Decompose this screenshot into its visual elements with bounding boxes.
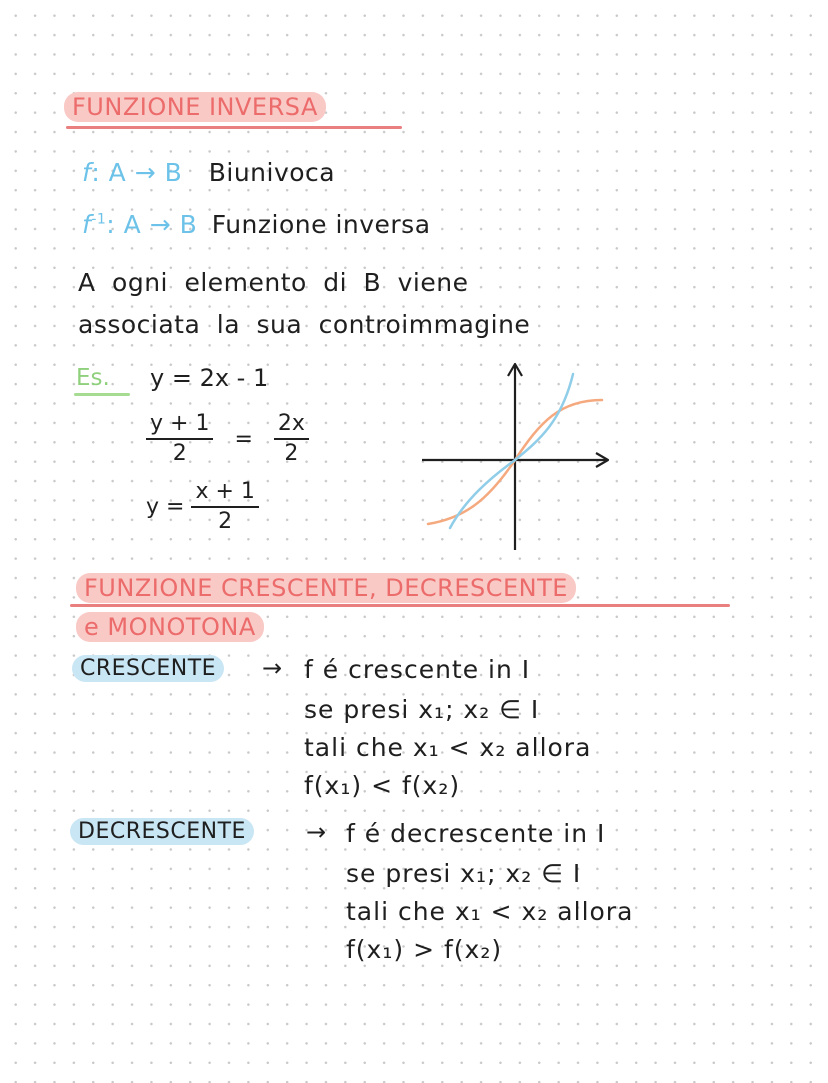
title-underline [66,126,402,129]
crescente-tag: CRESCENTE [72,655,224,682]
decrescente-line-4: f(x₁) > f(x₂) [346,935,503,964]
fraction-right [274,410,309,468]
decrescente-tag: DECRESCENTE [70,818,254,845]
decrescente-arrow: → [306,818,327,846]
example-underline [74,393,130,396]
label-biunivoca: Biunivoca [208,158,336,187]
fraction-result [191,478,258,536]
crescente-arrow: → [262,654,283,682]
function-symbol: f [82,158,92,187]
fraction-result-numerator: x + 1 [191,478,258,508]
crescente-line-2: se presi x₁; x₂ ∈ I [304,695,540,724]
example-equation: y = 2x - 1 [150,364,269,392]
fraction-right-numerator: 2x [274,410,309,440]
inverse-function-symbol: f [82,210,92,239]
label-funzione-inversa: Funzione inversa [211,210,431,239]
example-result [146,478,259,536]
sentence-line-1: A ogni elemento di B viene [78,268,469,297]
line-funzione-inversa [82,210,431,239]
section-title-monotona: e MONOTONA [76,612,264,642]
crescente-line-1: f é crescente in I [304,655,531,684]
decrescente-line-1: f é decrescente in I [346,819,606,848]
mapping-inverse: : A → B [106,210,198,239]
inverse-function-graph [420,360,620,556]
decrescente-line-2: se presi x₁; x₂ ∈ I [346,859,582,888]
fraction-right-denominator: 2 [284,441,299,466]
crescente-line-4: f(x₁) < f(x₂) [304,771,461,800]
inverse-exponent: -1 [91,211,107,228]
title2-underline-1 [70,604,730,607]
section-title-crescente-decrescente: FUNZIONE CRESCENTE, DECRESCENTE [76,573,576,603]
fraction-result-denominator: 2 [218,509,233,534]
equals-sign: = [234,426,253,452]
mapping: : A → B [91,158,183,187]
fraction-left [146,410,213,468]
example-label: Es. [76,365,110,391]
crescente-line-3: tali che x₁ < x₂ allora [304,733,592,762]
section-title-funzione-inversa: FUNZIONE INVERSA [64,92,326,122]
line-biunivoca [82,158,335,187]
example-fraction-equation [146,410,309,468]
sentence-line-2: associata la sua controimmagine [78,310,531,339]
inverse-curve [450,374,573,528]
decrescente-line-3: tali che x₁ < x₂ allora [346,897,634,926]
fraction-left-denominator: 2 [172,441,187,466]
fraction-left-numerator: y + 1 [146,410,213,440]
result-lhs: y = [146,494,185,520]
